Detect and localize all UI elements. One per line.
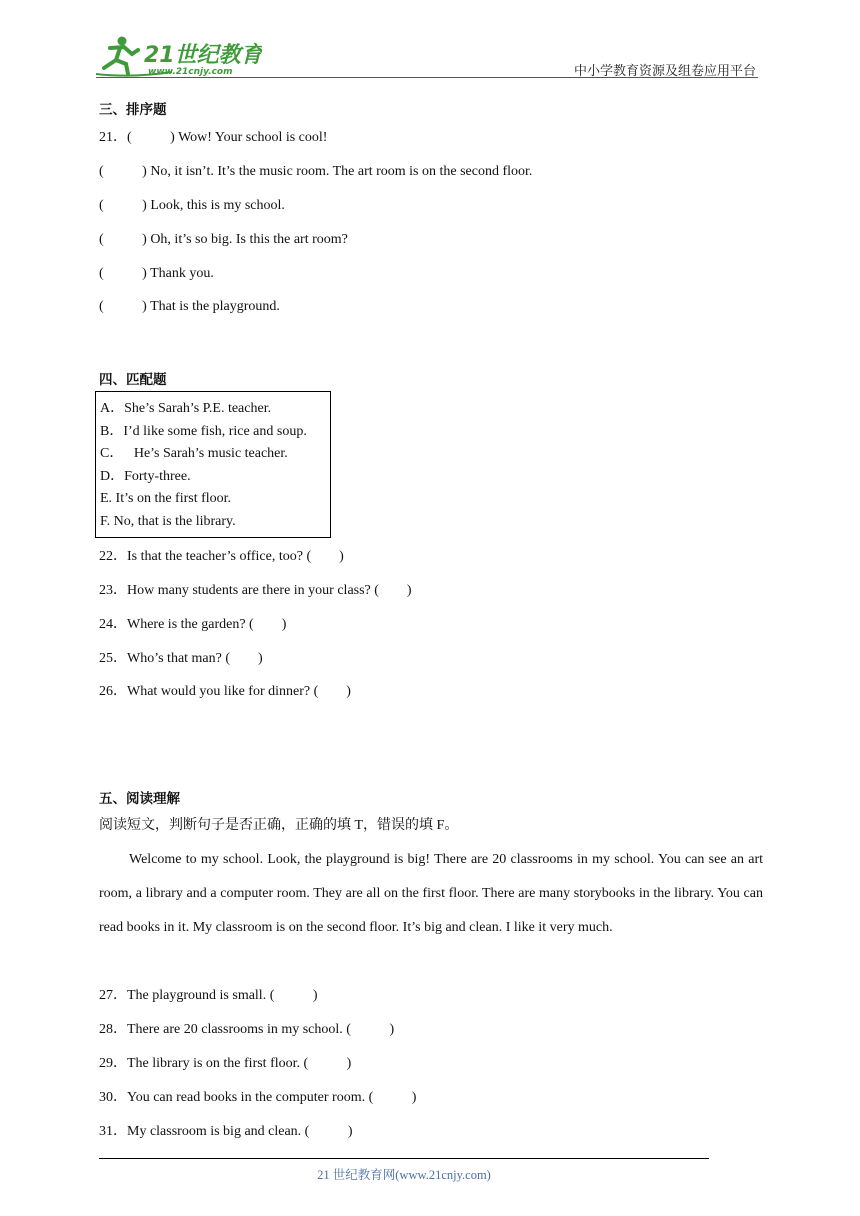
site-logo: [92, 34, 262, 78]
reading-passage: Welcome to my school. Look, the playground is big! There are 20 classrooms in my school. You can see an art room, a library and a computer room. They are all on the first floor. There are many storybooks in the library. You can read books in it. My classroom is on the second floor. It’s big and clean. I like it very much.: [99, 852, 763, 935]
logo-text: 21世纪教育: [144, 43, 262, 68]
match-question-23: 23．How many students are there in your class? ( ): [99, 583, 412, 598]
reading-question-30: 30．You can read books in the computer room. ( ): [99, 1090, 417, 1105]
match-option-f: F. No, that is the library.: [100, 514, 236, 529]
section5-title: 五、阅读理解: [99, 791, 180, 807]
ordering-item-2: ( ) No, it isn’t. It’s the music room. The art room is on the second floor.: [99, 164, 533, 179]
logo-url-text: www.21cnjy.com: [148, 67, 233, 77]
match-question-22: 22．Is that the teacher’s office, too? ( ): [99, 549, 344, 564]
footer-divider: [99, 1158, 709, 1159]
match-option-c: C． He’s Sarah’s music teacher.: [100, 446, 288, 461]
match-question-25: 25．Who’s that man? ( ): [99, 651, 263, 666]
ordering-item-1: 21．( ) Wow! Your school is cool!: [99, 130, 328, 145]
section3-title: 三、排序题: [99, 102, 167, 118]
ordering-item-4: ( ) Oh, it’s so big. Is this the art room?: [99, 232, 348, 247]
reading-question-28: 28．There are 20 classrooms in my school. ( ): [99, 1022, 395, 1037]
ordering-item-3: ( ) Look, this is my school.: [99, 198, 285, 213]
ordering-item-5: ( ) Thank you.: [99, 266, 214, 281]
match-question-26: 26．What would you like for dinner? ( ): [99, 684, 351, 699]
match-option-e: E. It’s on the first floor.: [100, 491, 232, 506]
header-platform-text: 中小学教育资源及组卷应用平台: [573, 63, 756, 78]
match-option-b: B．I’d like some fish, rice and soup.: [100, 424, 307, 439]
match-option-d: D．Forty-three.: [100, 469, 191, 484]
match-option-a: A．She’s Sarah’s P.E. teacher.: [100, 401, 272, 416]
header-divider: [96, 77, 758, 78]
section4-title: 四、匹配题: [99, 372, 167, 388]
reading-question-31: 31．My classroom is big and clean. ( ): [99, 1124, 353, 1139]
reading-instruction: 阅读短文，判断句子是否正确，正确的填 T，错误的填 F。: [99, 818, 459, 833]
footer-site-link[interactable]: 21 世纪教育网(www.21cnjy.com): [317, 1168, 491, 1182]
match-options-box: [95, 391, 331, 538]
reading-question-29: 29．The library is on the first floor. ( ): [99, 1056, 352, 1071]
reading-question-27: 27．The playground is small. ( ): [99, 988, 318, 1003]
match-question-24: 24．Where is the garden? ( ): [99, 617, 287, 632]
ordering-item-6: ( ) That is the playground.: [99, 299, 280, 314]
